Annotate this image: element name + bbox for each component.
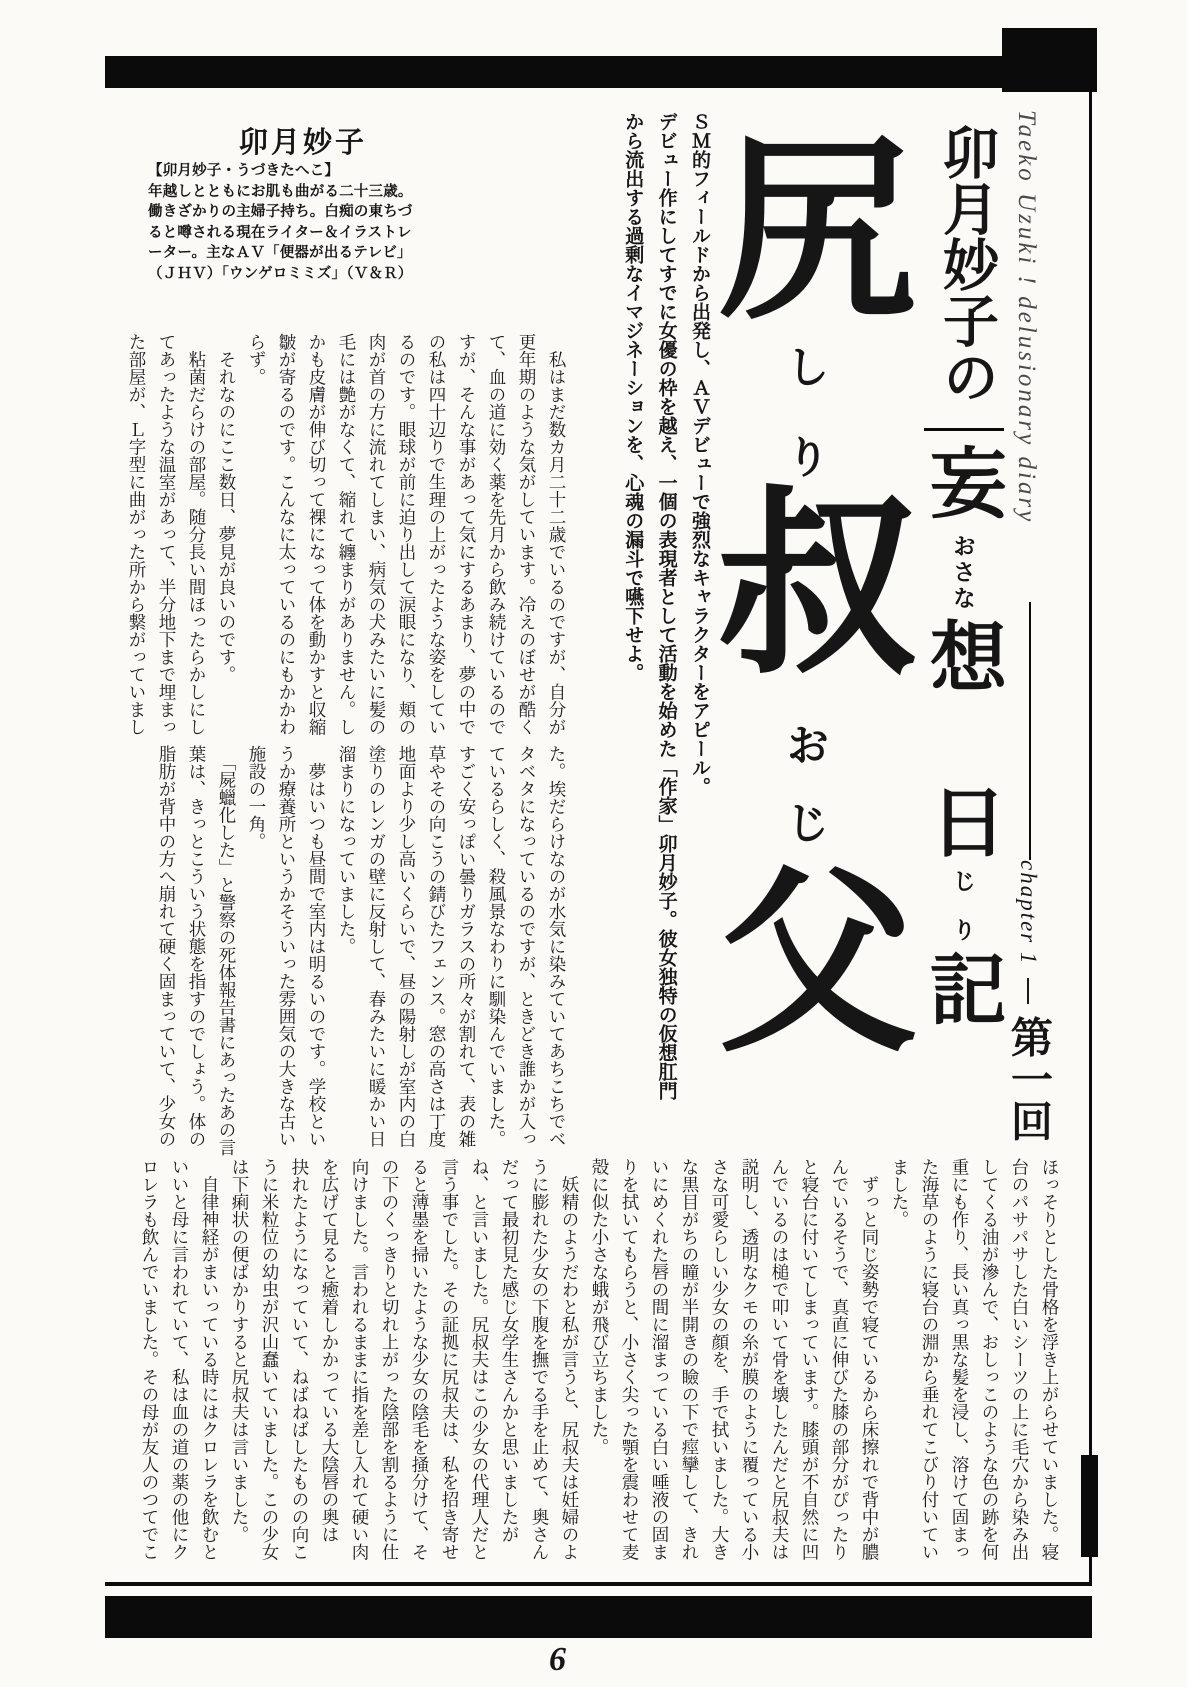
- furigana-char: じ: [779, 800, 828, 844]
- body-text-band-3: ほっそりとした骨格を浮き上がらせていました。寝 台のパサパサした白いシーツの上に毛穴から染み出 してくる油が滲んで、おしっこのような色の跡を何 重にも作り、長い真っ黒な髪を浸し、溶けて固まっ た海草のように寝台の淵から垂れてこびり付いてい ました。 ずっと同じ姿勢で寝ているから床擦れで背中が膿 んでいるそうで、真直に伸びた膝の部分がぴったり と寝台に付いてしまっています。膝頭が不自然に凹 んでいるのは槌で叩いて骨を壊したんだと尻叔夫は 説明し、透明なクモの糸が膜のように覆っている小 さな可愛らしい少女の顔を、手で拭いました。大き な黒目がちの瞳が半開きの瞼の下で痙攣して、きれ いにめくれた唇の間に溜まっている白い唾液の固ま りを拭いてもらうと、小さく尖った顎を震わせて麦 殻に似た小さな蛾が飛び立ちました。 妖精のようだわと私が言うと、尻叔夫は妊婦のよ うに膨れた少女の下腹を撫でる手を止めて、奥さん だって最初見た感じ女学生さんかと思いましたが ね、と言いました。尻叔夫はこの少女の代理人だと 言う事でした。その証拠に尻叔夫は、私を招き寄せ ると薄墨を掃いたような少女の陰毛を掻分けて、そ の下のくっきりと切れ上がった陰部を割るように仕 向けました。言われるままに指を差し入れて硬い肉 を広げて見ると癒着しかかっている大陰唇の奥は 抉れたようになっていて、ねばねばしたものの向こ うに米粒位の幼虫が沢山蠢いていました。この少女 は下痢状の便ばかりすると尻叔夫は言いました。 自律神経がまいっている時にはクロレラを飲むと いいと母に言われていて、私は血の道の薬の他にク ロレラも飲んでいました。その母が友人のつてでこ: [140, 1158, 1060, 1561]
- title-char: 記: [919, 949, 1005, 1026]
- bottom-rule-bar: [105, 1596, 1092, 1638]
- article-title-shiri-oji: [686, 124, 910, 1084]
- english-masthead-text: Taeko Uzuki ! delusionary diary: [1013, 110, 1040, 525]
- top-right-corner-block: [1002, 28, 1097, 92]
- author-name-heading: 卯月妙子: [239, 127, 368, 159]
- body-text-band-2: た。埃だらけなのが水気に染みていてあちこちでベ タベタになっているのですが、ときどき誰かが入っ ているらしく、殺風景なわりに馴染んでいました。 すごく安っぽい曇りガラスの所々が割れて、表の雑 草やその向こうの錆びたフェンス。窓の高さは丁度 地面より少し高いくらいで、昼の陽射しが室内の白 塗りのレンガの壁に反射して、春みたいに暖かい日 溜まりになっていました。 夢はいつも昼間で室内は明るいのです。学校とい うか療養所というかそういった雰囲気の大きな古い 施設の一角。 「屍蠟化した」と警察の死体報告書にあったあの言 葉は、きっとこういう状態を指すのでしょう。体の 脂肪が背中の方へ崩れて硬く固まっていて、少女の: [157, 745, 567, 1157]
- series-divider-rule: [924, 428, 1004, 431]
- lede-paragraph: ＳＭ的フィールドから出発し、ＡＶデビューで強烈なキャラクターをアピール。 デビュー作にしてすでに女優の枠を越え、一個の表現者として活動を始めた「作家」卯月妙子。彼女独特の仮想肛門 から流出する過剰なイマジネーションを、心魂の漏斗で嚥下せよ。: [622, 112, 710, 1100]
- page-number: 6: [549, 1641, 566, 1678]
- chapter-separator-rule: [1027, 978, 1029, 1004]
- masthead-vertical-rule: [1029, 602, 1031, 860]
- furigana-char: じ: [950, 869, 975, 892]
- furigana-char: さ: [950, 560, 975, 583]
- furigana-char: な: [950, 586, 975, 609]
- right-page-border: [1089, 92, 1092, 1584]
- top-rule-bar: [105, 56, 1002, 88]
- episode-number-label: 第一回: [1005, 1015, 1051, 1142]
- title-char: 日: [919, 782, 1005, 859]
- series-title: 卯月妙子の: [935, 124, 997, 404]
- author-profile-text: 【卯月妙子・うづきたへこ】 年越しとともにお肌も曲がる二十三歳。 働きざかりの主婦子持ち。白痴の東ちづ ると噂される現在ライター＆イラストレ ーター。主なＡＶ「便器が出るテレビ」 （ＪＨＶ）「ウンゲロミミズ」（Ｖ＆Ｒ）: [148, 163, 413, 282]
- title-kanji: 父: [688, 856, 909, 1056]
- title-kanji: 尻: [688, 124, 909, 324]
- furigana-char: し: [779, 344, 828, 388]
- furigana-char: り: [950, 918, 975, 941]
- title-kanji: 叔: [688, 478, 909, 678]
- title-char: 想: [919, 617, 1005, 694]
- bottom-right-corner-bar: [1081, 1455, 1098, 1557]
- furigana-char: お: [779, 722, 828, 766]
- chapter-column: [1004, 860, 1052, 1160]
- series-subtitle-mousou-nikki: [920, 443, 1004, 1063]
- chapter-label: chapter 1: [1016, 860, 1041, 966]
- body-text-band-1: 私はまだ数カ月二十二歳でいるのですが、自分が 更年期のような気がしています。冷えのぼせが酷く て、血の道に効く薬を先月から飲み続けているので すが、そんな事があって気にするあまり、夢の中で の私は四十辺りで生理の上がったような姿をしてい るのです。眼球が前に迫り出して涙眼になり、頬の 肉が首の方に流れてしまい、病気の犬みたいに髪の 毛には艶がなくて、縮れて纏まりがありません。し かも皮膚が伸び切って裸になって体を動かすと収縮 皺が寄るのです。こんなに太っているのにもかかわ らず。 それなのにここ数日、夢見が良いのです。 粘菌だらけの部屋。随分長い間ほったらかしにし てあったような温室があって、半分地下まで埋まっ た部屋が、Ｌ字型に曲がった所から繋がっていまし: [127, 333, 567, 736]
- furigana-char: り: [779, 434, 828, 478]
- title-char: 妄: [919, 443, 1005, 520]
- furigana-char: お: [950, 534, 975, 557]
